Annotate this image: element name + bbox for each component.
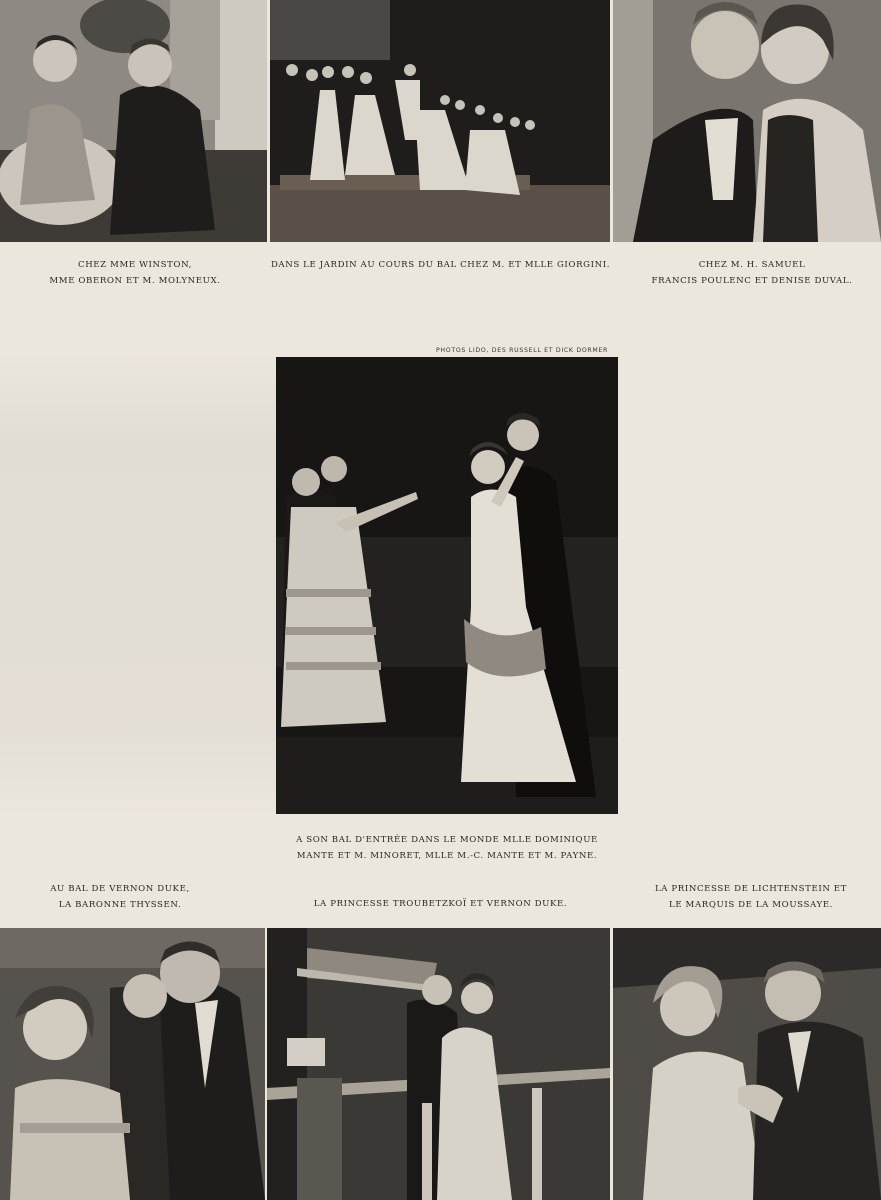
caption-line: MANTE ET M. MINORET, MLLE M.-C. MANTE ET M. PAYNE. [296, 851, 598, 861]
photo-thyssen [0, 928, 265, 1200]
caption-line: CHEZ MME WINSTON, [78, 260, 192, 270]
photo-troubetzkoi [267, 928, 610, 1200]
caption-line: DANS LE JARDIN AU COURS DU BAL CHEZ M. ET MLLE GIORGINI. [270, 260, 611, 270]
caption-line: FRANCIS POULENC ET DENISE DUVAL. [651, 276, 853, 286]
caption-giorgini [268, 257, 613, 273]
caption-line: A SON BAL D'ENTRÉE DANS LE MONDE MLLE DOMINIQUE [296, 835, 598, 845]
photo-giorgini-garden [270, 0, 610, 242]
caption-winston [20, 257, 250, 289]
caption-thyssen [5, 881, 235, 913]
caption-line: LA BARONNE THYSSEN. [58, 900, 182, 910]
caption-line: LA PRINCESSE TROUBETZKOÏ ET VERNON DUKE. [313, 899, 568, 909]
caption-line: CHEZ M. H. SAMUEL [698, 260, 806, 270]
caption-samuel [632, 257, 872, 289]
photo-lichtenstein [613, 928, 881, 1200]
photo-credit: PHOTOS LIDO, DES RUSSELL ET DICK DORMER [436, 347, 609, 354]
caption-line: AU BAL DE VERNON DUKE, [50, 884, 190, 894]
caption-line: LE MARQUIS DE LA MOUSSAYE. [669, 900, 833, 910]
photo-winston [0, 0, 267, 242]
photo-mante-ball [276, 357, 618, 814]
caption-mante [276, 832, 618, 864]
photo-samuel [613, 0, 881, 242]
caption-line: LA PRINCESSE DE LICHTENSTEIN ET [654, 884, 848, 894]
caption-lichtenstein [636, 881, 866, 913]
caption-line: MME OBERON ET M. MOLYNEUX. [49, 276, 221, 286]
bleed-through-shadow [0, 350, 276, 820]
caption-troubetzkoi [268, 896, 613, 912]
